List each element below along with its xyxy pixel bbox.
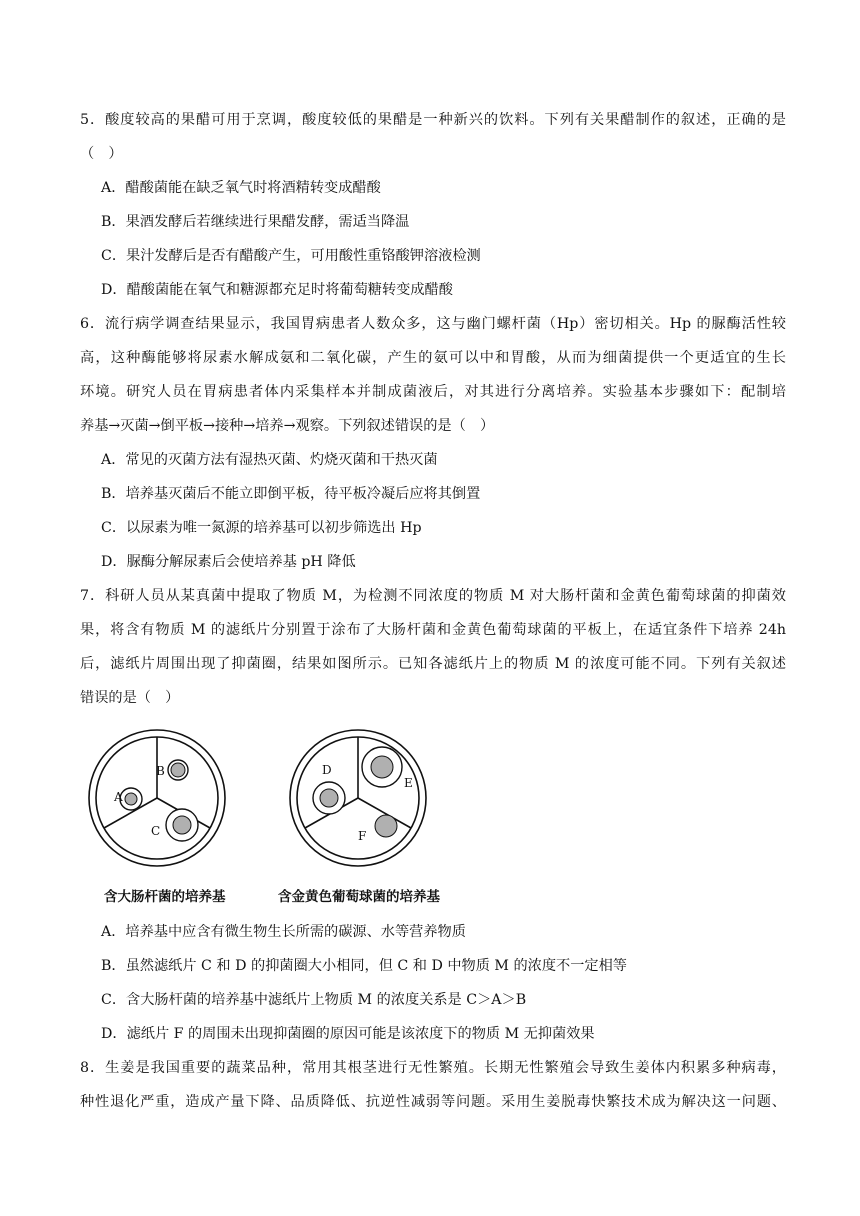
plate-right-caption: 含金黄色葡萄球菌的培养基	[278, 889, 440, 905]
plate-label-f: F	[358, 829, 367, 843]
q5-option-b: B．果酒发酵后若继续进行果醋发酵，需适当降温	[101, 214, 410, 230]
q6-option-b: B．培养基灭菌后不能立即倒平板，待平板冷凝后应将其倒置	[101, 486, 481, 502]
q6-stem-line-2: 高，这种酶能够将尿素水解成氨和二氧化碳，产生的氨可以中和胃酸，从而为细菌提供一个更适宜的生长	[80, 350, 786, 366]
filter-disc-a	[125, 793, 137, 805]
filter-disc-c	[173, 816, 191, 834]
q6-stem-line-1: 6．流行病学调查结果显示，我国胃病患者人数众多，这与幽门螺杆菌（Hp）密切相关。Hp 的脲酶活性较	[80, 316, 786, 332]
q7-stem-line-4: 错误的是（ ）	[80, 690, 180, 706]
plate-left	[89, 730, 225, 866]
q5-stem-line-1: 5．酸度较高的果醋可用于烹调，酸度较低的果醋是一种新兴的饮料。下列有关果醋制作的叙述，正确的是	[80, 112, 786, 128]
plate-label-e: E	[404, 776, 413, 790]
plate-label-d: D	[322, 763, 332, 777]
q6-stem-line-3: 环境。研究人员在胃病患者体内采集样本并制成菌液后，对其进行分离培养。实验基本步骤如下：配制培	[80, 384, 786, 400]
filter-disc-b	[171, 763, 185, 777]
q8-stem-line-1: 8．生姜是我国重要的蔬菜品种，常用其根茎进行无性繁殖。长期无性繁殖会导致生姜体内积累多种病毒，	[80, 1060, 786, 1076]
plate-label-b: B	[156, 764, 165, 778]
q7-stem-line-3: 后，滤纸片周围出现了抑菌圈，结果如图所示。已知各滤纸片上的物质 M 的浓度可能不同。下列有关叙述	[80, 656, 786, 672]
q5-option-d: D．醋酸菌能在氧气和糖源都充足时将葡萄糖转变成醋酸	[101, 282, 453, 298]
q6-option-c: C．以尿素为唯一氮源的培养基可以初步筛选出 Hp	[101, 520, 422, 536]
q7-option-b: B．虽然滤纸片 C 和 D 的抑菌圈大小相同，但 C 和 D 中物质 M 的浓度不一定相等	[101, 958, 627, 974]
q7-option-a: A．培养基中应含有微生物生长所需的碳源、水等营养物质	[101, 924, 466, 940]
q7-option-c: C．含大肠杆菌的培养基中滤纸片上物质 M 的浓度关系是 C＞A＞B	[101, 992, 527, 1008]
filter-disc-e	[371, 756, 393, 778]
plate-left-caption: 含大肠杆菌的培养基	[104, 889, 226, 905]
q6-stem-line-4: 养基→灭菌→倒平板→接种→培养→观察。下列叙述错误的是（ ）	[80, 418, 495, 434]
filter-disc-f	[375, 815, 397, 837]
plate-label-c: C	[151, 824, 161, 838]
q8-stem-line-2: 种性退化严重，造成产量下降、品质降低、抗逆性减弱等问题。采用生姜脱毒快繁技术成为解决这一问题、	[80, 1094, 786, 1110]
q7-option-d: D．滤纸片 F 的周围未出现抑菌圈的原因可能是该浓度下的物质 M 无抑菌效果	[101, 1026, 595, 1042]
q5-stem-line-2: （ ）	[80, 146, 123, 162]
q5-option-a: A．醋酸菌能在缺乏氧气时将酒精转变成醋酸	[101, 180, 381, 196]
q7-stem-line-2: 果，将含有物质 M 的滤纸片分别置于涂布了大肠杆菌和金黄色葡萄球菌的平板上，在适宜条件下培养 24h	[80, 622, 786, 638]
plate-label-a: A	[114, 790, 123, 804]
q6-option-a: A．常见的灭菌方法有湿热灭菌、灼烧灭菌和干热灭菌	[101, 452, 438, 468]
q7-stem-line-1: 7．科研人员从某真菌中提取了物质 M，为检测不同浓度的物质 M 对大肠杆菌和金黄色葡萄球菌的抑菌效	[80, 588, 786, 604]
filter-disc-d	[320, 789, 338, 807]
q6-option-d: D．脲酶分解尿素后会使培养基 pH 降低	[101, 554, 356, 570]
plate-right	[290, 730, 426, 866]
q5-option-c: C．果汁发酵后是否有醋酸产生，可用酸性重铬酸钾溶液检测	[101, 248, 481, 264]
